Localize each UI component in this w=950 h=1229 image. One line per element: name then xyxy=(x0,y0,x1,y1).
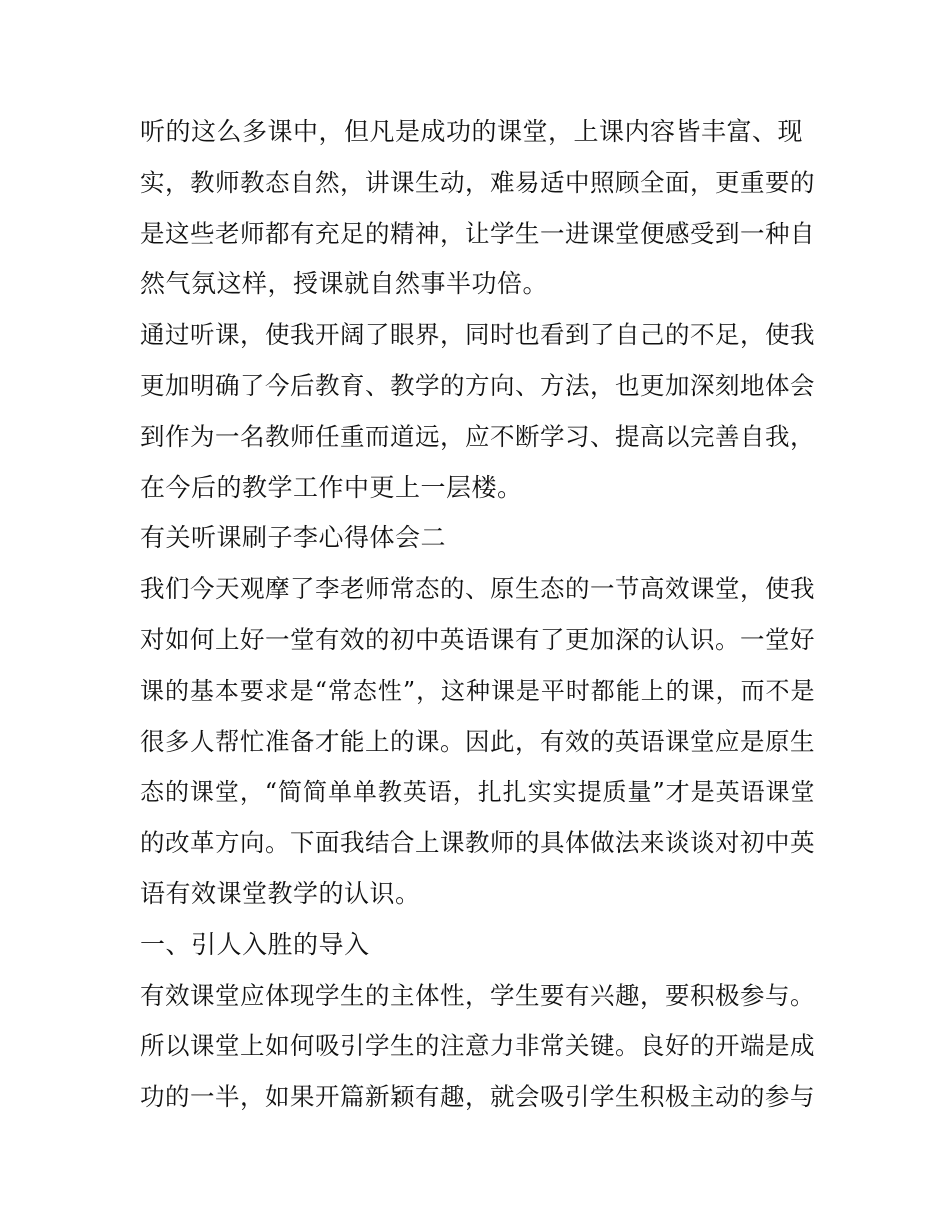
text-line-1: 听的这么多课中，但凡是成功的课堂，上课内容皆丰富、现 xyxy=(140,117,804,146)
text-line-4: 然气氛这样，授课就自然事半功倍。 xyxy=(140,269,549,299)
subsection-heading: 一、引人入胜的导入 xyxy=(140,929,370,959)
text-line-13: 很多人帮忙准备才能上的课。因此，有效的英语课堂应是原生 xyxy=(140,726,815,756)
text-line-14: 态的课堂，“简简单单教英语，扎扎实实提质量”才是英语课堂 xyxy=(140,778,815,807)
text-line-12: 课的基本要求是“常态性”，这种课是平时都能上的课，而不是 xyxy=(140,676,815,705)
document-body xyxy=(140,107,815,1123)
text-line-6: 更加明确了今后教育、教学的方向、方法，也更加深刻地体会 xyxy=(140,370,815,400)
text-line-3: 是这些老师都有充足的精神，让学生一进课堂便感受到一种自 xyxy=(140,218,815,248)
text-line-20: 功的一半，如果开篇新颖有趣，就会吸引学生积极主动的参与 xyxy=(140,1082,815,1112)
text-line-8: 在今后的教学工作中更上一层楼。 xyxy=(140,472,523,502)
text-line-5: 通过听课，使我开阔了眼界，同时也看到了自己的不足，使我 xyxy=(140,320,815,350)
text-line-11: 对如何上好一堂有效的初中英语课有了更加深的认识。一堂好 xyxy=(140,624,815,654)
text-line-7: 到作为一名教师任重而道远，应不断学习、提高以完善自我， xyxy=(140,421,815,451)
text-line-16: 语有效课堂教学的认识。 xyxy=(140,878,421,908)
text-line-15: 的改革方向。下面我结合上课教师的具体做法来谈谈对初中英 xyxy=(140,828,815,858)
section-heading: 有关听课刷子李心得体会二 xyxy=(140,523,447,553)
text-line-18: 有效课堂应体现学生的主体性，学生要有兴趣，要积极参与。 xyxy=(140,980,815,1010)
text-line-2: 实，教师教态自然，讲课生动，难易适中照顾全面，更重要的 xyxy=(140,167,815,197)
text-line-10: 我们今天观摩了李老师常态的、原生态的一节高效课堂，使我 xyxy=(140,574,815,604)
text-line-19: 所以课堂上如何吸引学生的注意力非常关键。良好的开端是成 xyxy=(140,1031,815,1061)
